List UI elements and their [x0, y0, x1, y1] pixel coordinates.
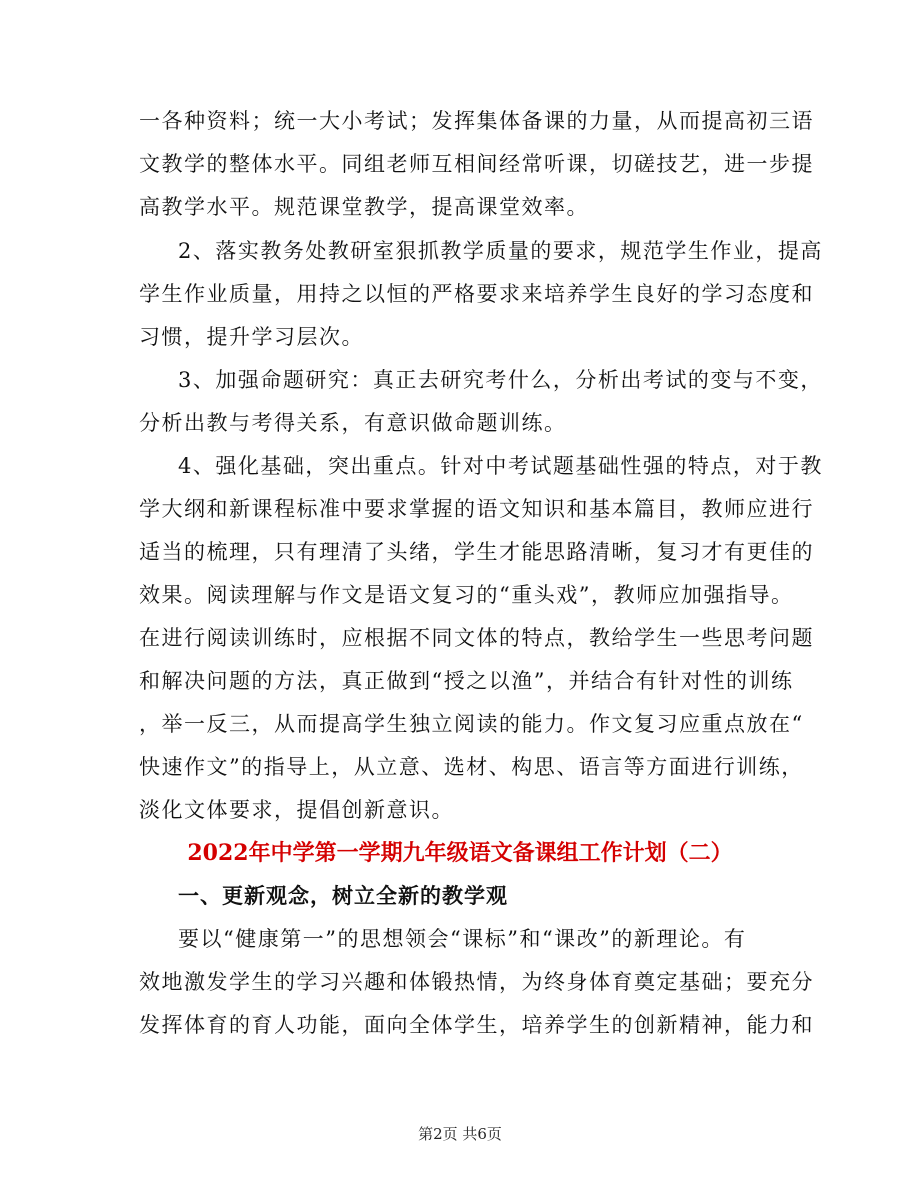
paragraph-line: 学大纲和新课程标准中要求掌握的语文知识和基本篇目，教师应进行	[139, 497, 814, 521]
paragraph-line: 效果。阅读理解与作文是语文复习的“重头戏”，教师应加强指导。	[139, 583, 794, 607]
paragraph-line: 一各种资料；统一大小考试；发挥集体备课的力量，从而提高初三语	[139, 109, 814, 133]
paragraph-line: 高教学水平。规范课堂教学，提高课堂效率。	[139, 195, 589, 219]
paragraph-line: 适当的梳理，只有理清了头绪，学生才能思路清晰，复习才有更佳的	[139, 540, 814, 564]
paragraph-line: 文教学的整体水平。同组老师互相间经常听课，切磋技艺，进一步提	[139, 152, 814, 176]
paragraph-line: 4、强化基础，突出重点。针对中考试题基础性强的特点，对于教	[178, 454, 823, 478]
paragraph-line: 在进行阅读训练时，应根据不同文体的特点，教给学生一些思考问题	[139, 626, 814, 650]
paragraph-line: 快速作文”的指导上，从立意、选材、构思、语言等方面进行训练，	[139, 755, 804, 779]
paragraph-line: 学生作业质量，用持之以恒的严格要求来培养学生良好的学习态度和	[139, 282, 814, 306]
paragraph-line: 淡化文体要求，提倡创新意识。	[139, 798, 454, 822]
paragraph-line: 2、落实教务处教研室狠抓教学质量的要求，规范学生作业，提高	[178, 239, 823, 263]
paragraph-line: ，举一反三，从而提高学生独立阅读的能力。作文复习应重点放在“	[139, 712, 804, 736]
paragraph-line: 效地激发学生的学习兴趣和体锻热情，为终身体育奠定基础；要充分	[139, 970, 814, 994]
paragraph-line: 3、加强命题研究：真正去研究考什么，分析出考试的变与不变，	[178, 368, 823, 392]
section-title: 2022年中学第一学期九年级语文备课组工作计划（二）	[187, 840, 733, 866]
paragraph-line: 要以“健康第一”的思想领会“课标”和“课改”的新理论。有	[178, 927, 747, 951]
paragraph-line: 习惯，提升学习层次。	[139, 325, 364, 349]
paragraph-line: 分析出教与考得关系，有意识做命题训练。	[139, 411, 567, 435]
paragraph-line: 发挥体育的育人功能，面向全体学生，培养学生的创新精神，能力和	[139, 1013, 814, 1037]
page-number-footer: 第2页 共6页	[418, 1125, 502, 1143]
section-heading: 一、更新观念，树立全新的教学观	[178, 883, 508, 908]
paragraph-line: 和解决问题的方法，真正做到“授之以渔”，并结合有针对性的训练	[139, 669, 794, 693]
